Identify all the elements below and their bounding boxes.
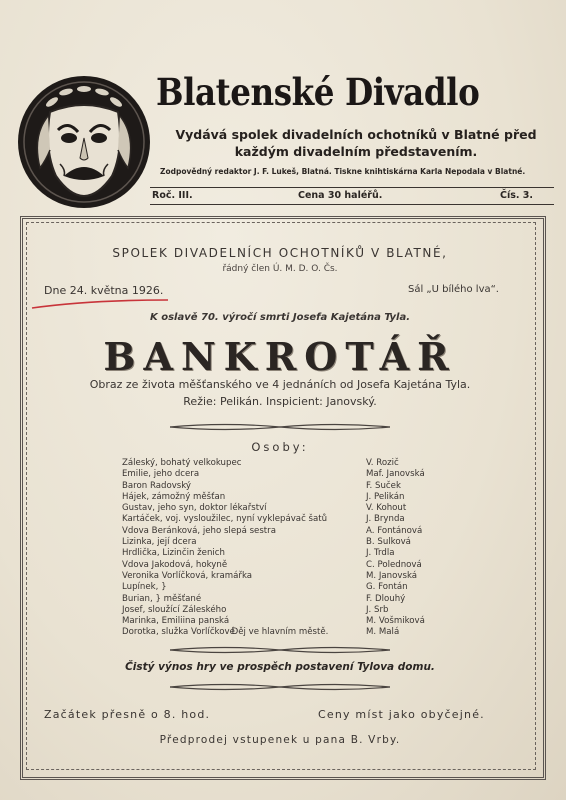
venue: Sál „U bílého lva“.	[408, 284, 499, 295]
cast-actor: G. Fontán	[366, 582, 408, 593]
cast-actor: F. Dlouhý	[366, 593, 406, 604]
ticket-prices: Ceny míst jako obyčejné.	[318, 708, 485, 721]
cast-actor: J. Srb	[366, 604, 389, 615]
cast-role: Vdova Jakodová, hokyně	[122, 559, 228, 570]
cast-actor: V. Kohout	[366, 503, 407, 514]
cast-role: Hájek, zámožný měšťan	[122, 491, 226, 502]
issue-number: Čís. 3.	[500, 190, 534, 201]
cast-list	[122, 458, 472, 639]
cast-actor: J. Pelikán	[366, 491, 405, 502]
page-title: Blatenské Divadlo	[156, 70, 480, 114]
cast-actor: M. Vošmiková	[366, 616, 425, 627]
cast-row	[122, 605, 472, 616]
cast-row	[122, 548, 472, 559]
cast-role: Gustav, jeho syn, doktor lékařství	[122, 503, 267, 514]
membership-note: řádný člen Ú. M. D. O. Čs.	[222, 264, 338, 274]
cast-role: Josef, sloužící Záleského	[122, 604, 227, 615]
year-label: Roč. III.	[152, 190, 193, 201]
header-divider	[150, 204, 554, 205]
cast-role: Záleský, bohatý velkokupec	[122, 458, 242, 468]
society-name: SPOLEK DIVADELNÍCH OCHOTNÍKŮ V BLATNÉ,	[112, 246, 448, 260]
cast-actor: A. Fontánová	[366, 525, 423, 536]
ornament-divider	[170, 682, 390, 692]
cast-role: Vdova Beránková, jeho slepá sestra	[122, 525, 276, 536]
cast-row	[122, 458, 472, 469]
cast-role: Veronika Vorlíčková, kramářka	[122, 570, 253, 581]
cast-role: Baron Radovský	[122, 480, 192, 491]
cast-actor: M. Malá	[366, 627, 400, 638]
cast-row	[122, 537, 472, 548]
cast-row	[122, 503, 472, 514]
presale-note: Předprodej vstupenek u pana B. Vrby.	[159, 734, 401, 746]
scene-note: Děj ve hlavním městě.	[231, 627, 329, 637]
cast-actor: B. Sulková	[366, 537, 411, 548]
cast-heading: Osoby:	[251, 440, 309, 454]
cast-role: Lizinka, její dcera	[122, 537, 197, 548]
price-label: Cena 30 haléřů.	[298, 190, 383, 201]
ornament-divider	[170, 645, 390, 655]
cast-actor: F. Suček	[366, 480, 401, 491]
cast-role: Marinka, Emiliina panská	[122, 616, 230, 627]
cast-role: Burian, } měšťané	[122, 593, 202, 604]
cast-actor: Maf. Janovská	[366, 469, 425, 480]
header-divider	[150, 187, 554, 188]
cast-row	[122, 481, 472, 492]
cast-role: Dorotka, služka Vorlíčkové	[122, 627, 235, 638]
cast-role: Emilie, jeho dcera	[122, 469, 200, 480]
editor-line: Zodpovědný redaktor J. F. Lukeš, Blatná. Tiskne knihtiskárna Karla Nepodala v Blatné.	[160, 167, 526, 176]
cast-actor: J. Brynda	[366, 514, 405, 525]
cast-role: Kartáček, voj. vysloužilec, nyní vyklepávač šatů	[122, 514, 328, 525]
cast-row	[122, 571, 472, 582]
start-time: Začátek přesně o 8. hod.	[44, 708, 211, 721]
issue-info	[152, 190, 552, 204]
cast-actor: V. Rozič	[366, 458, 399, 468]
cast-row	[122, 582, 472, 593]
cast-actor: J. Trdla	[366, 548, 395, 559]
cast-role: Hrdlička, Lizinčin ženich	[122, 548, 225, 559]
cast-actor: C. Polednová	[366, 559, 422, 570]
production-credits: Režie: Pelikán. Inspicient: Janovský.	[183, 395, 377, 408]
cast-row	[122, 514, 472, 525]
cast-row	[122, 616, 472, 627]
red-underline-mark	[30, 296, 170, 310]
publisher-note-line2: každým divadelním představením.	[234, 144, 478, 159]
theatre-mask-icon	[14, 72, 154, 212]
performance-date: Dne 24. května 1926.	[44, 284, 164, 297]
cast-row	[122, 594, 472, 605]
publisher-note-line1: Vydává spolek divadelních ochotníků v Blatné před	[175, 127, 537, 142]
cast-role: Lupínek, }	[122, 582, 167, 593]
cast-row	[122, 526, 472, 537]
publisher-note	[166, 126, 546, 160]
ornament-divider	[170, 422, 390, 432]
play-description: Obraz ze života měšťanského ve 4 jednáních od Josefa Kajetána Tyla.	[89, 378, 471, 391]
play-title: BANKROTÁŘ	[103, 334, 457, 379]
cast-row	[122, 492, 472, 503]
cast-actor: M. Janovská	[366, 570, 418, 581]
anniversary-note: K oslavě 70. výročí smrti Josefa Kajetána Tyla.	[149, 312, 411, 323]
proceeds-note: Čistý výnos hry ve prospěch postavení Tylova domu.	[125, 661, 435, 673]
cast-row	[122, 469, 472, 480]
cast-row	[122, 560, 472, 571]
